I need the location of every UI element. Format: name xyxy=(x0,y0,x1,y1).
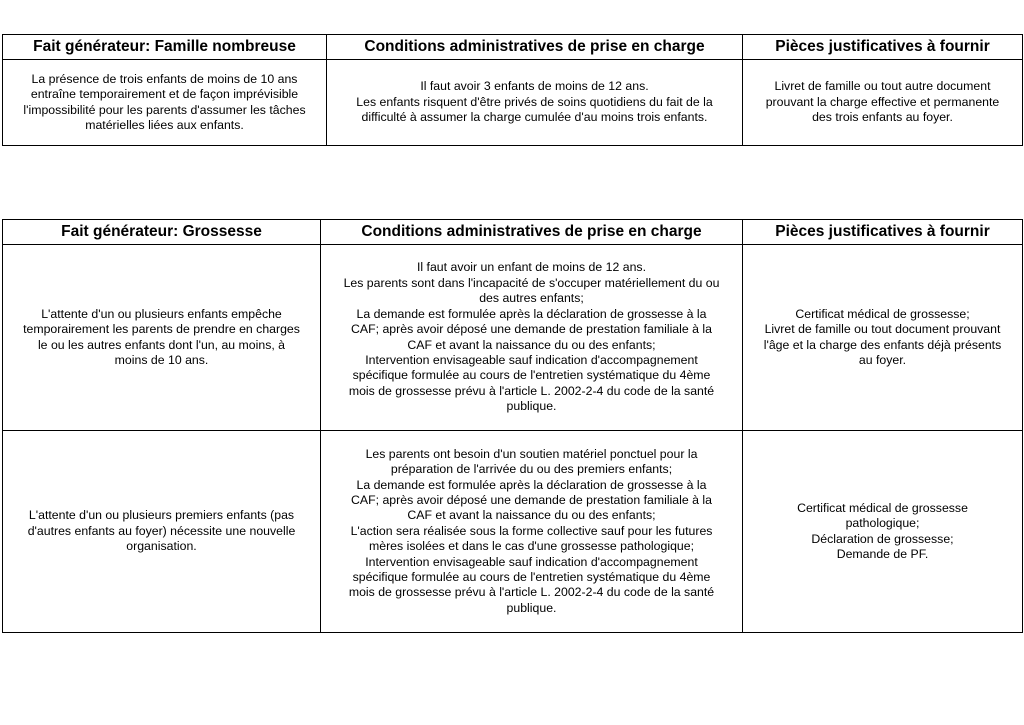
table-row xyxy=(3,245,1023,431)
header-conditions: Conditions administratives de prise en charge xyxy=(321,220,743,245)
cell-pieces: Certificat médical de grossesse pathologique; Déclaration de grossesse; Demande de PF. xyxy=(743,431,1023,633)
table-header-row xyxy=(3,220,1023,245)
table-famille-nombreuse xyxy=(2,34,1023,146)
cell-fait: La présence de trois enfants de moins de 10 ans entraîne temporairement et de façon imprévisible l'impossibilité pour les parents d'assumer les tâches matérielles liées aux enfants. xyxy=(3,60,327,146)
header-pieces: Pièces justificatives à fournir xyxy=(743,35,1023,60)
table-row xyxy=(3,60,1023,146)
header-fait-generateur: Fait générateur: Grossesse xyxy=(3,220,321,245)
cell-fait: L'attente d'un ou plusieurs enfants empêche temporairement les parents de prendre en charges le ou les autres enfants dont l'un, au moins, à moins de 10 ans. xyxy=(3,245,321,431)
header-fait-generateur: Fait générateur: Famille nombreuse xyxy=(3,35,327,60)
table-row xyxy=(3,431,1023,633)
cell-conditions: Les parents ont besoin d'un soutien matériel ponctuel pour la préparation de l'arrivée du ou des premiers enfants; La demande est formulée après la déclaration de grossesse à la CAF; après avoir déposé une demande de prestation familiale à la CAF et avant la naissance du ou des enfants; L'action sera réalisée sous la forme collective sauf pour les futures mères isolées et dans le cas d'une grossesse pathologique; Intervention envisageable sauf indication d'accompagnement spécifique formulée au cours de l'entretien systématique du 4ème mois de grossesse prévu à l'article L. 2002-2-4 du code de la santé publique. xyxy=(321,431,743,633)
header-pieces: Pièces justificatives à fournir xyxy=(743,220,1023,245)
table-grossesse xyxy=(2,219,1023,633)
cell-fait: L'attente d'un ou plusieurs premiers enfants (pas d'autres enfants au foyer) nécessite une nouvelle organisation. xyxy=(3,431,321,633)
cell-pieces: Livret de famille ou tout autre document prouvant la charge effective et permanente des trois enfants au foyer. xyxy=(743,60,1023,146)
cell-conditions: Il faut avoir un enfant de moins de 12 ans. Les parents sont dans l'incapacité de s'occuper matériellement du ou des autres enfants; La demande est formulée après la déclaration de grossesse à la CAF; après avoir déposé une demande de prestation familiale à la CAF et avant la naissance du ou des enfants; Intervention envisageable sauf indication d'accompagnement spécifique formulée au cours de l'entretien systématique du 4ème mois de grossesse prévu à l'article L. 2002-2-4 du code de la santé publique. xyxy=(321,245,743,431)
cell-pieces: Certificat médical de grossesse; Livret de famille ou tout document prouvant l'âge et la charge des enfants déjà présents au foyer. xyxy=(743,245,1023,431)
header-conditions: Conditions administratives de prise en charge xyxy=(327,35,743,60)
cell-conditions: Il faut avoir 3 enfants de moins de 12 ans. Les enfants risquent d'être privés de soins quotidiens du fait de la difficulté à assumer la charge cumulée d'au moins trois enfants. xyxy=(327,60,743,146)
table-header-row xyxy=(3,35,1023,60)
